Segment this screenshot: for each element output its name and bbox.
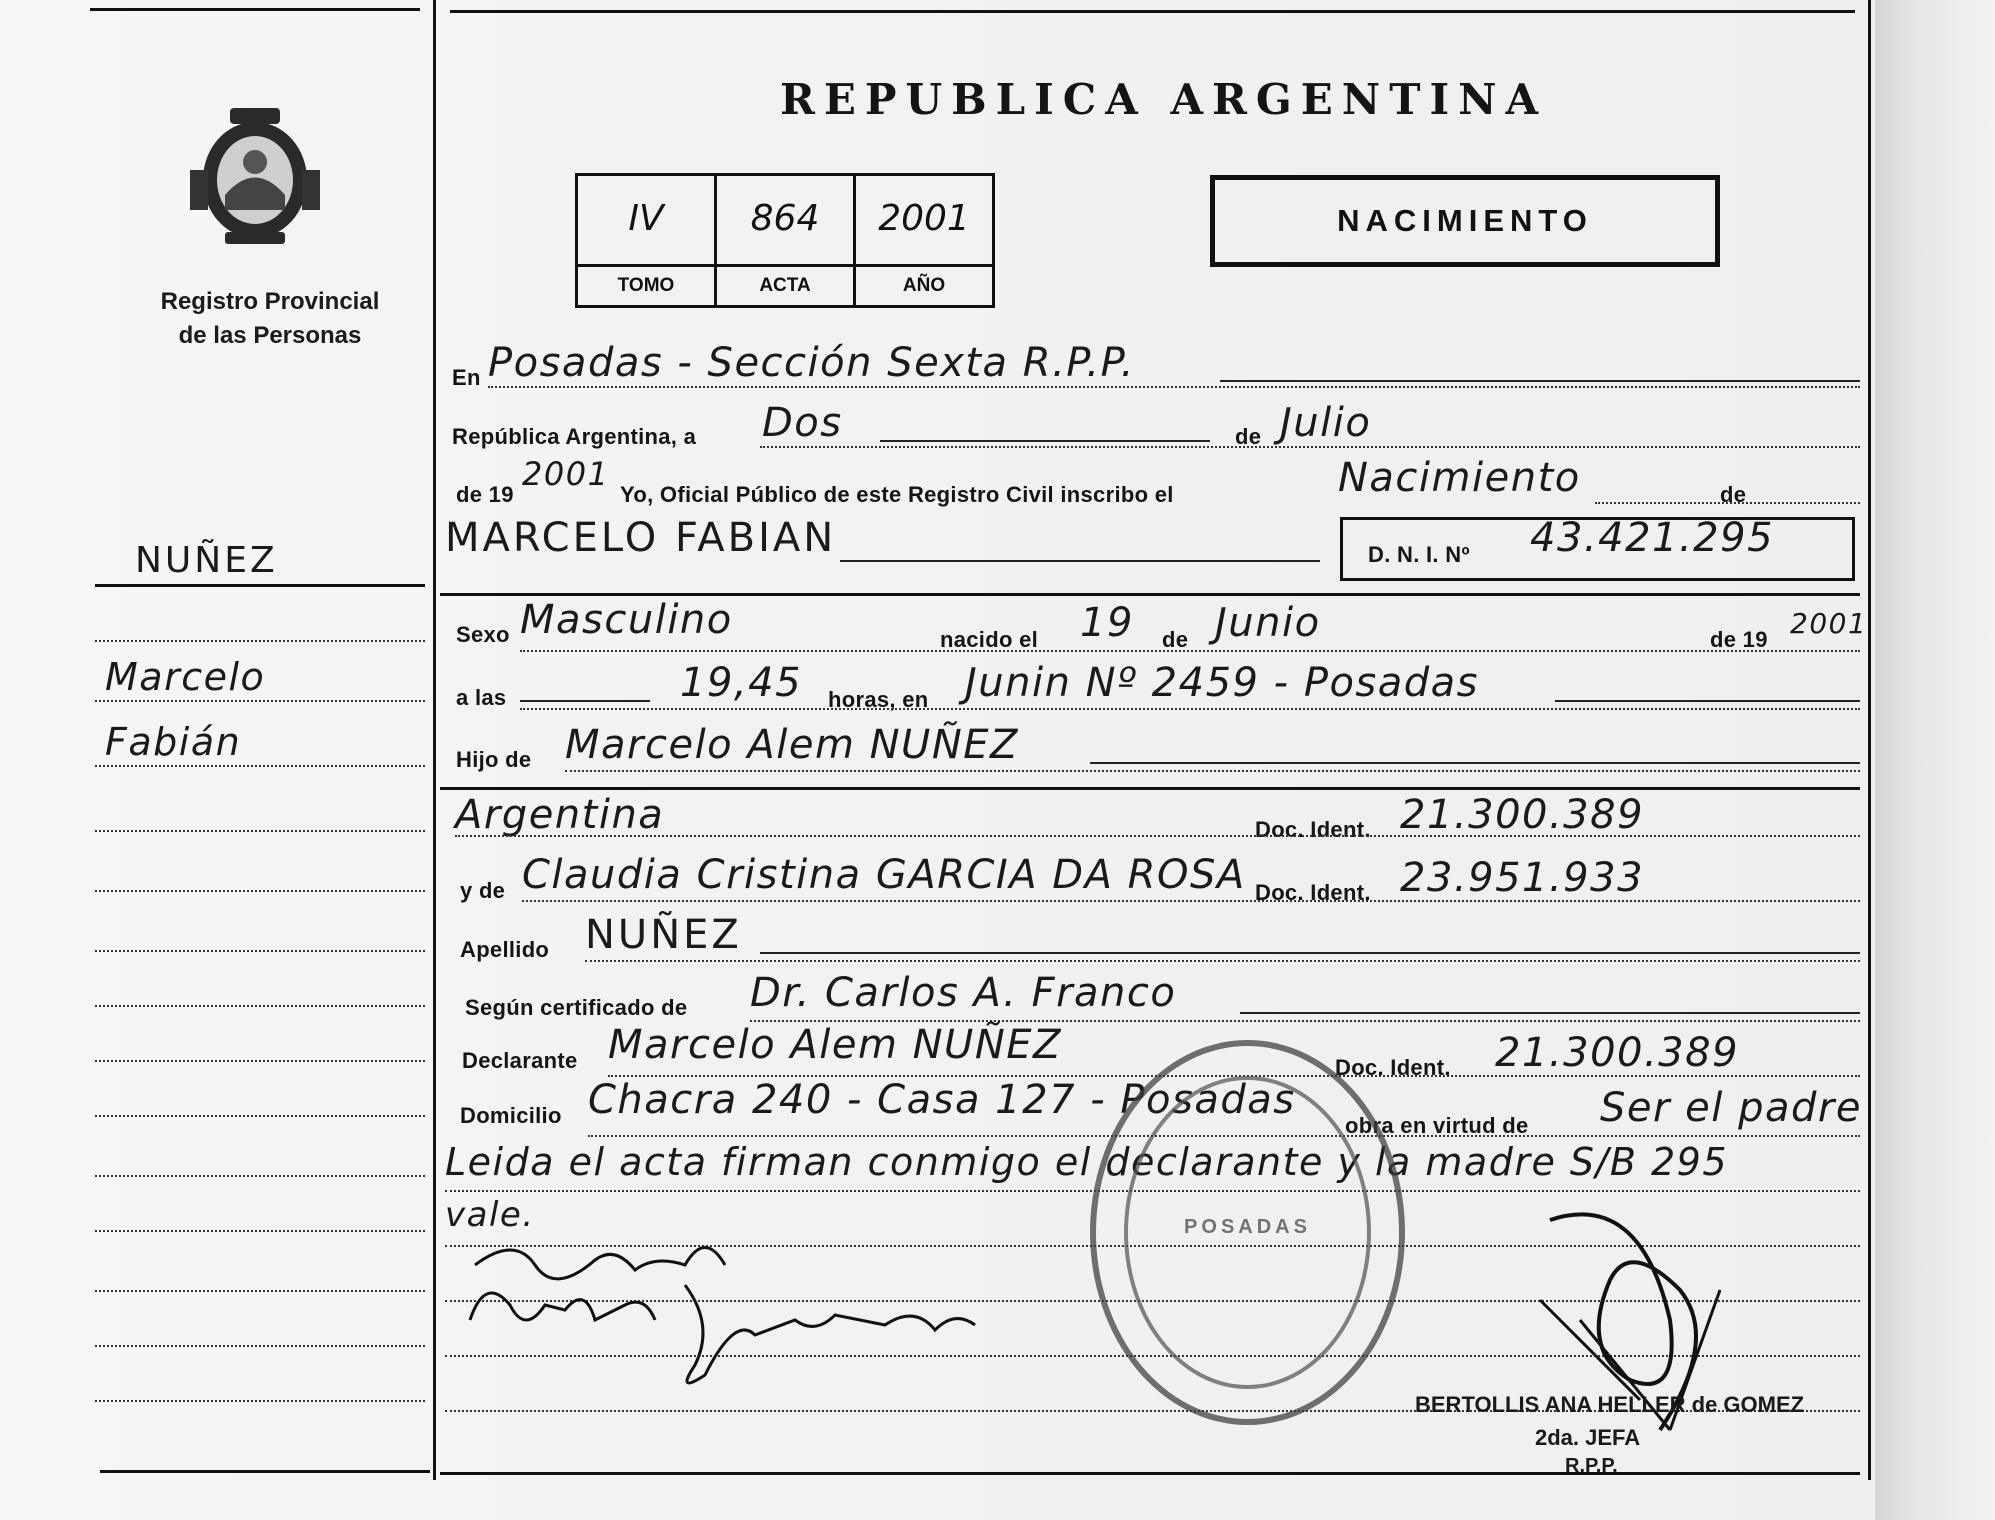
field-surname: NUÑEZ bbox=[585, 912, 742, 958]
label-de-19: de 19 bbox=[1710, 627, 1768, 652]
margin-line bbox=[95, 1290, 425, 1292]
field-father: Marcelo Alem NUÑEZ bbox=[565, 722, 1019, 768]
label-de-year: de 19 bbox=[456, 482, 514, 507]
label-obra: obra en virtud de bbox=[1345, 1113, 1529, 1138]
rule bbox=[522, 900, 1860, 902]
rule bbox=[520, 708, 1860, 710]
ano-value: 2001 bbox=[878, 198, 970, 239]
label-de-2: de bbox=[1720, 482, 1747, 507]
label-doc-ident-declarant: Doc. Ident. bbox=[1335, 1055, 1451, 1080]
field-mother-doc: 23.951.933 bbox=[1400, 855, 1645, 901]
acta-label: ACTA bbox=[717, 264, 853, 305]
margin-given-name-2: Fabián bbox=[105, 720, 242, 764]
country-title: REPUBLICA ARGENTINA bbox=[780, 75, 1548, 124]
field-child-name: MARCELO FABIAN bbox=[445, 515, 837, 561]
margin-line bbox=[95, 765, 425, 767]
rule bbox=[760, 446, 1860, 448]
field-birth-day: 19 bbox=[1080, 600, 1134, 646]
margin-given-name-1: Marcelo bbox=[105, 655, 266, 699]
label-sexo: Sexo bbox=[456, 622, 510, 647]
rule bbox=[1595, 502, 1860, 504]
rule bbox=[1090, 762, 1860, 764]
ano-label: AÑO bbox=[856, 264, 992, 305]
official-role: 2da. JEFA bbox=[1535, 1425, 1641, 1450]
rule bbox=[1555, 700, 1860, 702]
margin-line bbox=[95, 950, 425, 952]
label-a-las: a las bbox=[456, 685, 507, 710]
label-domicilio: Domicilio bbox=[460, 1103, 562, 1128]
seal-text: POSADAS bbox=[1184, 1216, 1311, 1238]
field-address: Chacra 240 - Casa 127 - Posadas bbox=[588, 1077, 1296, 1123]
rule bbox=[585, 960, 1860, 962]
label-de-3: de bbox=[1162, 627, 1189, 652]
label-en: En bbox=[452, 365, 481, 390]
field-hour: 19,45 bbox=[680, 660, 803, 706]
margin-line bbox=[95, 1400, 425, 1402]
label-declarante: Declarante bbox=[462, 1048, 578, 1073]
label-horas-en: horas, en bbox=[828, 687, 929, 712]
top-rule-right bbox=[450, 10, 1855, 13]
acta-value: 864 bbox=[750, 198, 820, 239]
rule bbox=[520, 650, 1860, 652]
bottom-rule bbox=[440, 1472, 1860, 1475]
rule bbox=[455, 835, 1860, 837]
tomo-cell bbox=[578, 176, 717, 305]
field-year-registered: 2001 bbox=[522, 455, 610, 493]
margin-line bbox=[95, 890, 425, 892]
label-segun: Según certificado de bbox=[465, 995, 688, 1020]
page-edge bbox=[1875, 0, 1995, 1520]
label-apellido: Apellido bbox=[460, 937, 550, 962]
official-unit: R.P.P. bbox=[1565, 1455, 1618, 1477]
field-doctor: Dr. Carlos A. Franco bbox=[750, 970, 1177, 1016]
registry-name: Registro Provincial de las Personas bbox=[160, 288, 380, 349]
field-father-doc: 21.300.389 bbox=[1400, 792, 1645, 838]
rule bbox=[760, 952, 1860, 954]
record-type-box: NACIMIENTO bbox=[1210, 175, 1720, 267]
field-dni: 43.421.295 bbox=[1530, 515, 1775, 561]
signatures-parents bbox=[455, 1225, 1015, 1405]
top-rule-left bbox=[90, 8, 420, 11]
right-border bbox=[1868, 0, 1871, 1480]
field-mother: Claudia Cristina GARCIA DA ROSA bbox=[522, 852, 1246, 898]
field-capacity: Ser el padre bbox=[1600, 1085, 1862, 1131]
official-name: BERTOLLIS ANA HELLER de GOMEZ bbox=[1415, 1392, 1805, 1417]
margin-line bbox=[95, 1005, 425, 1007]
margin-surname-rule bbox=[95, 584, 425, 587]
field-declarant-doc: 21.300.389 bbox=[1495, 1030, 1740, 1076]
rule bbox=[565, 770, 1860, 772]
field-birth-month: Junio bbox=[1215, 600, 1321, 646]
margin-line bbox=[95, 640, 425, 642]
field-place: Posadas - Sección Sexta R.P.P. bbox=[488, 340, 1135, 386]
margin-line bbox=[95, 1345, 425, 1347]
margin-line bbox=[95, 1115, 425, 1117]
margin-line bbox=[95, 1230, 425, 1232]
ano-cell bbox=[856, 176, 992, 305]
provincial-crest-icon bbox=[185, 100, 325, 250]
label-doc-ident-mother: Doc. Ident. bbox=[1255, 880, 1371, 905]
margin-divider bbox=[433, 0, 436, 1480]
margin-line bbox=[95, 830, 425, 832]
margin-surname: NUÑEZ bbox=[135, 540, 278, 581]
label-dni: D. N. I. Nº bbox=[1368, 542, 1470, 567]
field-act: Nacimiento bbox=[1338, 455, 1581, 501]
field-birth-year: 2001 bbox=[1790, 607, 1868, 640]
acta-cell bbox=[717, 176, 856, 305]
label-hijo-de: Hijo de bbox=[456, 747, 532, 772]
margin-bottom-rule bbox=[100, 1470, 430, 1473]
label-nacido: nacido el bbox=[940, 627, 1039, 652]
rule bbox=[1220, 380, 1860, 382]
section-rule bbox=[440, 787, 1860, 790]
label-y-de: y de bbox=[460, 878, 506, 903]
rule bbox=[1240, 1012, 1860, 1014]
field-sex: Masculino bbox=[520, 597, 733, 643]
label-republica: República Argentina, a bbox=[452, 424, 697, 449]
rule bbox=[840, 560, 1320, 562]
rule bbox=[488, 386, 1860, 388]
tomo-value: IV bbox=[628, 198, 664, 239]
field-day-registered: Dos bbox=[762, 400, 843, 446]
rule bbox=[880, 440, 1210, 442]
field-note-line1: Leida el acta firman conmigo el declarante y la madre S/B 295 bbox=[445, 1140, 1729, 1184]
field-month-registered: Julio bbox=[1280, 400, 1372, 446]
official-seal bbox=[1090, 1040, 1405, 1425]
label-de: de bbox=[1235, 424, 1262, 449]
field-declarant: Marcelo Alem NUÑEZ bbox=[608, 1022, 1062, 1068]
field-birth-place: Junin Nº 2459 - Posadas bbox=[965, 660, 1480, 706]
section-rule bbox=[440, 593, 1860, 596]
field-father-nationality: Argentina bbox=[455, 792, 665, 838]
rule bbox=[520, 700, 650, 702]
margin-line bbox=[95, 700, 425, 702]
field-note-line2: vale. bbox=[445, 1195, 535, 1235]
margin-line bbox=[95, 1175, 425, 1177]
label-doc-ident-father: Doc. Ident. bbox=[1255, 817, 1371, 842]
label-yo-oficial: Yo, Oficial Público de este Registro Civil inscribo el bbox=[620, 482, 1174, 507]
reference-table bbox=[575, 173, 995, 308]
tomo-label: TOMO bbox=[578, 264, 714, 305]
margin-line bbox=[95, 1060, 425, 1062]
